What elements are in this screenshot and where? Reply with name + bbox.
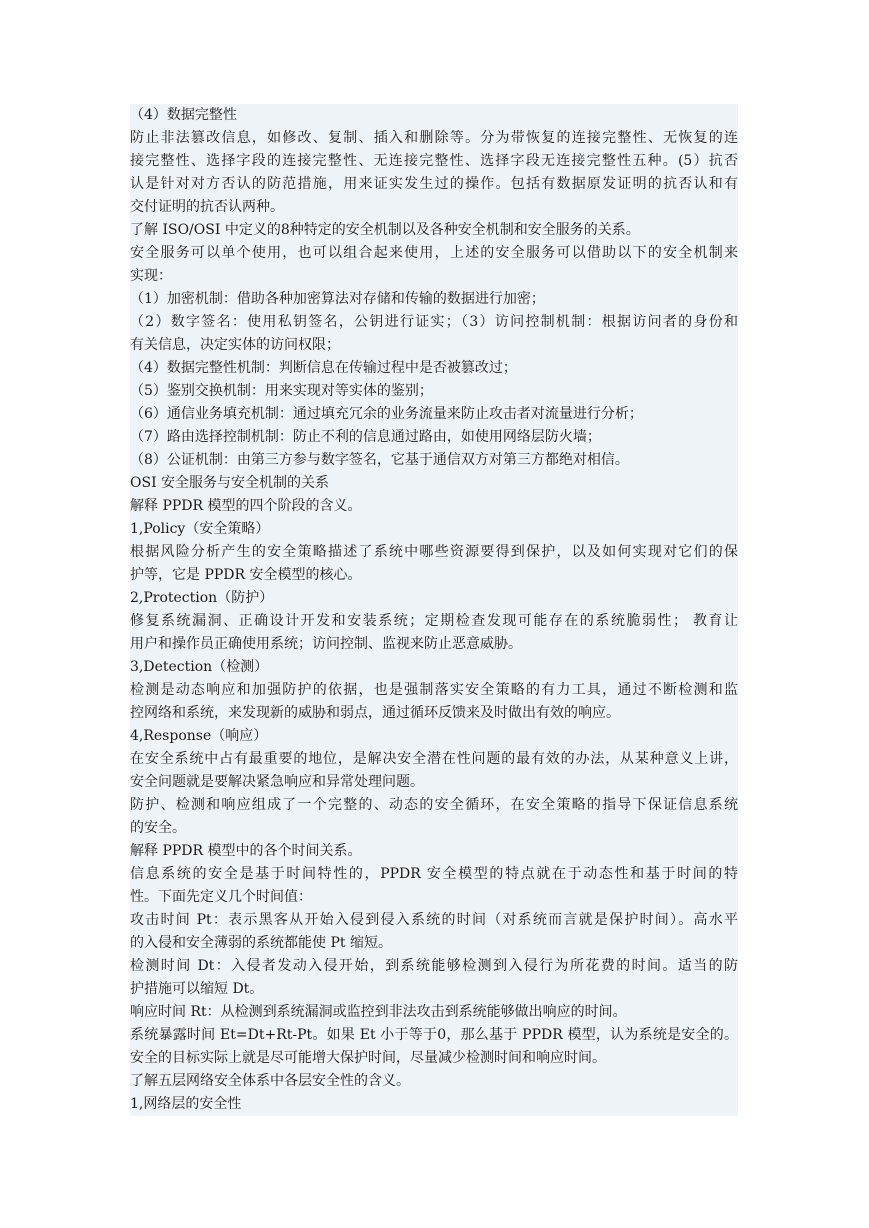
text-line: 的安全。 [130, 820, 186, 836]
text-line: 在安全系统中占有最重要的地位，是解决安全潜在性问题的最有效的办法，从某种意义上讲， [130, 751, 738, 767]
text-line: 安全的目标实际上就是尽可能增大保护时间，尽量减少检测时间和响应时间。 [130, 1050, 606, 1066]
text-line: 防止非法篡改信息，如修改、复制、插入和删除等。分为带恢复的连接完整性、无恢复的连 [130, 130, 738, 146]
text-line: 响应时间 Rt：从检测到系统漏洞或监控到非法攻击到系统能够做出响应的时间。 [130, 1004, 627, 1020]
text-line: 安全问题就是要解决紧急响应和异常处理问题。 [130, 774, 424, 790]
text-line: 的入侵和安全薄弱的系统都能使 Pt 缩短。 [130, 935, 392, 951]
text-line: 1,网络层的安全性 [130, 1096, 242, 1112]
text-line: 3,Detection（检测） [130, 659, 269, 675]
text-line: 1,Policy（安全策略） [130, 521, 270, 537]
text-line: 防护、检测和响应组成了一个完整的、动态的安全循环，在安全策略的指导下保证信息系统 [130, 797, 738, 813]
text-line: 系统暴露时间 Et=Dt+Rt-Pt。如果 Et 小于等于0，那么基于 PPDR 模型，认为系统是安全的。 [130, 1027, 738, 1043]
text-line: 解释 PPDR 模型中的各个时间关系。 [130, 843, 362, 859]
text-line: 控网络和系统，来发现新的威胁和弱点，通过循环反馈来及时做出有效的响应。 [130, 705, 620, 721]
text-line: 根据风险分析产生的安全策略描述了系统中哪些资源要得到保护，以及如何实现对它们的保 [130, 544, 738, 560]
text-line: 检测时间 Dt：入侵者发动入侵开始，到系统能够检测到入侵行为所花费的时间。适当的防 [130, 958, 738, 974]
text-line: （4）数据完整性 [130, 107, 237, 123]
text-line: （7）路由选择控制机制：防止不利的信息通过路由，如使用网络层防火墙； [130, 429, 601, 445]
text-line: 检测是动态响应和加强防护的依据，也是强制落实安全策略的有力工具，通过不断检测和监 [130, 682, 738, 698]
text-line: 解释 PPDR 模型的四个阶段的含义。 [130, 498, 362, 514]
text-line: 信息系统的安全是基于时间特性的，PPDR 安全模型的特点就在于动态性和基于时间的特 [130, 866, 738, 882]
text-line: 性。下面先定义几个时间值： [130, 889, 312, 905]
text-line: （8）公证机制：由第三方参与数字签名，它基于通信双方对第三方都绝对相信。 [130, 452, 629, 468]
text-line: 接完整性、选择字段的连接完整性、无连接完整性、选择字段无连接完整性五种。(5）抗否 [130, 153, 738, 169]
text-line: OSI 安全服务与安全机制的关系 [130, 475, 330, 491]
text-line: 了解 ISO/OSI 中定义的8种特定的安全机制以及各种安全机制和安全服务的关系。 [130, 222, 640, 238]
text-line: （4）数据完整性机制：判断信息在传输过程中是否被篡改过； [130, 360, 517, 376]
text-line: 实现： [130, 268, 172, 284]
text-line: 护措施可以缩短 Dt。 [130, 981, 264, 997]
text-line: 用户和操作员正确使用系统；访问控制、监视来防止恶意威胁。 [130, 636, 522, 652]
text-line: 有关信息，决定实体的访问权限； [130, 337, 340, 353]
text-line: （6）通信业务填充机制：通过填充冗余的业务流量来防止攻击者对流量进行分析； [130, 406, 643, 422]
document-body [130, 104, 738, 1116]
text-line: （2）数字签名：使用私钥签名，公钥进行证实；（3）访问控制机制：根据访问者的身份和 [130, 314, 738, 330]
text-line: （5）鉴别交换机制：用来实现对等实体的鉴别； [130, 383, 433, 399]
text-line: 了解五层网络安全体系中各层安全性的含义。 [130, 1073, 410, 1089]
text-line: 2,Protection（防护） [130, 590, 274, 606]
text-line: 攻击时间 Pt：表示黑客从开始入侵到侵入系统的时间（对系统而言就是保护时间）。高水平 [130, 912, 738, 928]
text-line: 认是针对对方否认的防范措施，用来证实发生过的操作。包括有数据原发证明的抗否认和有 [130, 176, 738, 192]
text-line: （1）加密机制：借助各种加密算法对存储和传输的数据进行加密； [130, 291, 545, 307]
text-line: 护等，它是 PPDR 安全模型的核心。 [130, 567, 362, 583]
text-line: 4,Response（响应） [130, 728, 268, 744]
text-line: 交付证明的抗否认两种。 [130, 199, 284, 215]
text-line: 安全服务可以单个使用，也可以组合起来使用，上述的安全服务可以借助以下的安全机制来 [130, 245, 738, 261]
text-line: 修复系统漏洞、正确设计开发和安装系统；定期检查发现可能存在的系统脆弱性； 教育让 [130, 613, 738, 629]
